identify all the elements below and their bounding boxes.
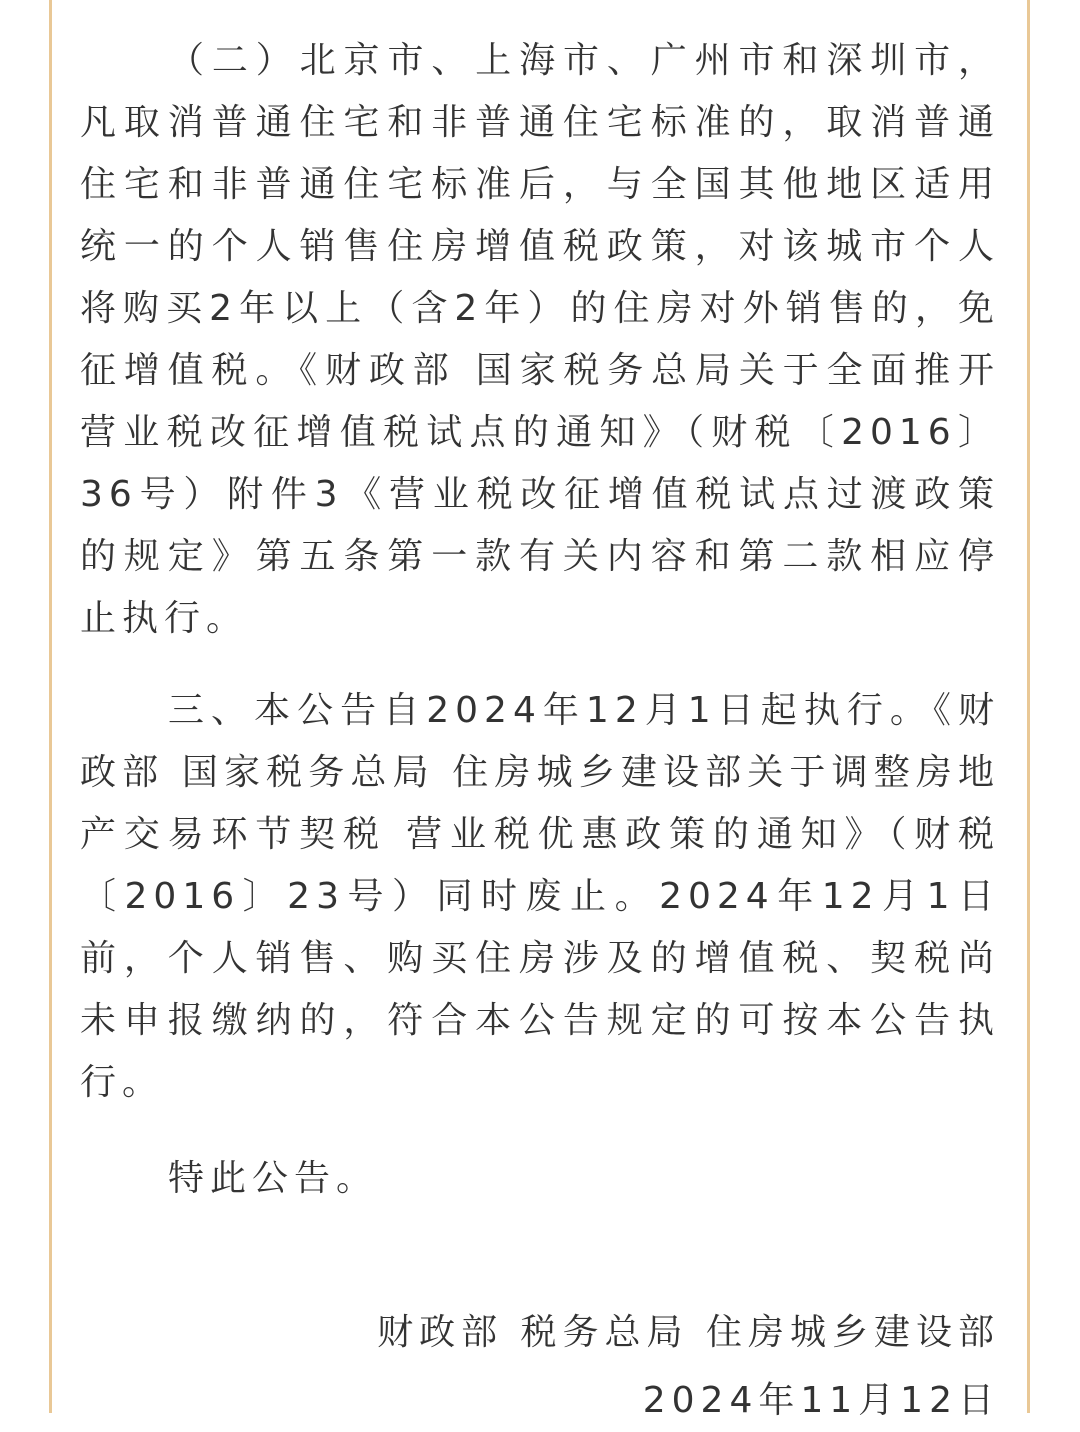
- signature-date: 2024年11月12日: [642, 1380, 1000, 1421]
- paragraph-housing-vat-exemption: （二）北京市、上海市、广州市和深圳市，凡取消普通住宅和非普通住宅标准的，取消普通住宅和非普通住宅标准后，与全国其他地区适用统一的个人销售住房增值税政策，对该城市个人将购买2年以上（含2年）的住房对外销售的，免征增值税。《财政部 国家税务总局关于全面推开营业税改征增值税试点的通知》（财税〔2016〕36号）附件3《营业税改征增值税试点过渡政策的规定》第五条第一款有关内容和第二款相应停止执行。: [80, 40, 1000, 639]
- right-border-line: [1027, 0, 1030, 1413]
- announcement-body: [80, 30, 1000, 1432]
- signature-organizations: 财政部 税务总局 住房城乡建设部: [377, 1312, 1000, 1353]
- paragraph-effective-date: 三、本公告自2024年12月1日起执行。《财政部 国家税务总局 住房城乡建设部关于调整房地产交易环节契税 营业税优惠政策的通知》（财税〔2016〕23号）同时废止。2024年12月1日前，个人销售、购买住房涉及的增值税、契税尚未申报缴纳的，符合本公告规定的可按本公告执行。: [80, 690, 1000, 1103]
- left-border-line: [49, 0, 52, 1413]
- paragraph-closing: 特此公告。: [168, 1158, 379, 1199]
